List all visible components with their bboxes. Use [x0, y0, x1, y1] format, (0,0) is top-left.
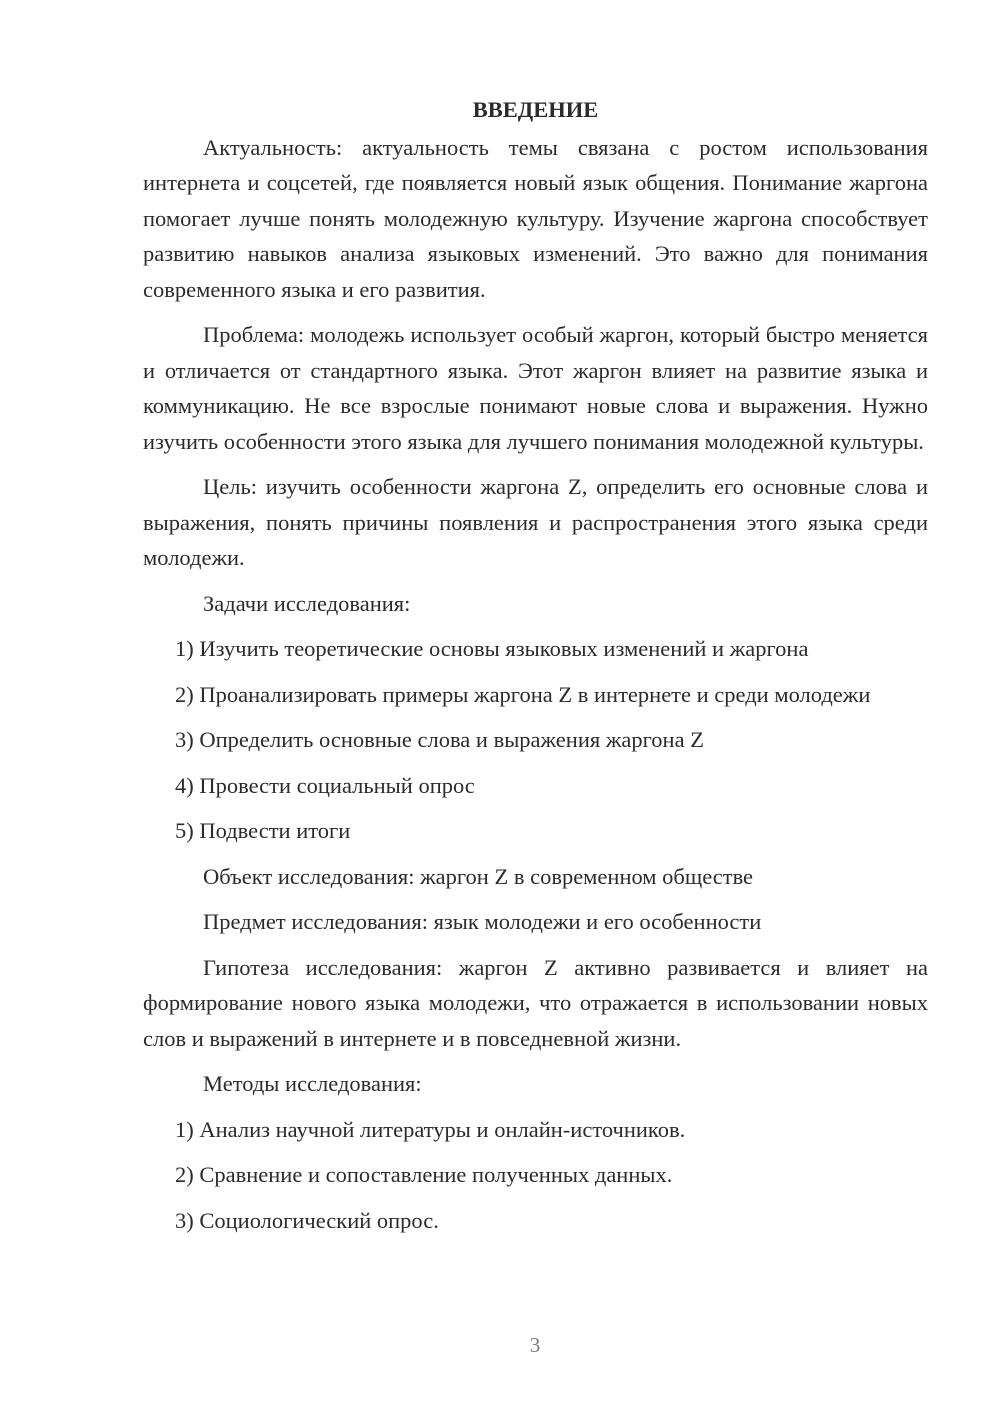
relevance-paragraph: Актуальность: актуальность темы связана с ростом использования интернета и соцсетей, где появляется новый язык общения. Понимание жаргона помогает лучше понять молодежную культуру. Изучение жаргона способствует развитию навыков анализа языковых изменений. Это важно для понимания современного языка и его развития. [143, 134, 928, 302]
task-item-3: 3) Определить основные слова и выражения жаргона Z [175, 727, 704, 752]
hypothesis-paragraph: Гипотеза исследования: жаргон Z активно развивается и влияет на формирование нового языка молодежи, что отражается в использовании новых слов и выражений в интернете и в повседневной жизни. [143, 954, 928, 1051]
tasks-heading: Задачи исследования: [203, 590, 411, 616]
page-number: 3 [529, 1333, 541, 1357]
task-item-4: 4) Провести социальный опрос [175, 772, 475, 798]
problem-paragraph: Проблема: молодежь использует особый жаргон, который быстро меняется и отличается от стандартного языка. Этот жаргон влияет на развитие языка и коммуникацию. Не все взрослые понимают новые слова и выражения. Нужно изучить особенности этого языка для лучшего понимания молодежной культуры. [143, 322, 928, 454]
method-item-3: 3) Социологический опрос. [175, 1207, 439, 1233]
method-item-1: 1) Анализ научной литературы и онлайн-источников. [175, 1116, 686, 1142]
goal-paragraph: Цель: изучить особенности жаргона Z, определить его основные слова и выражения, понять причины появления и распространения этого языка среди молодежи. [143, 474, 928, 570]
section-heading: ВВЕДЕНИЕ [472, 97, 599, 122]
methods-heading: Методы исследования: [203, 1071, 422, 1096]
method-item-2: 2) Сравнение и сопоставление полученных данных. [175, 1162, 673, 1187]
page-content [143, 92, 928, 1248]
task-item-1: 1) Изучить теоретические основы языковых изменений и жаргона [175, 636, 809, 661]
object-paragraph: Объект исследования: жаргон Z в современном обществе [203, 863, 754, 889]
task-item-2: 2) Проанализировать примеры жаргона Z в интернете и среди молодежи [175, 681, 871, 707]
task-item-5: 5) Подвести итоги [175, 818, 351, 843]
subject-paragraph: Предмет исследования: язык молодежи и его особенности [203, 909, 762, 934]
